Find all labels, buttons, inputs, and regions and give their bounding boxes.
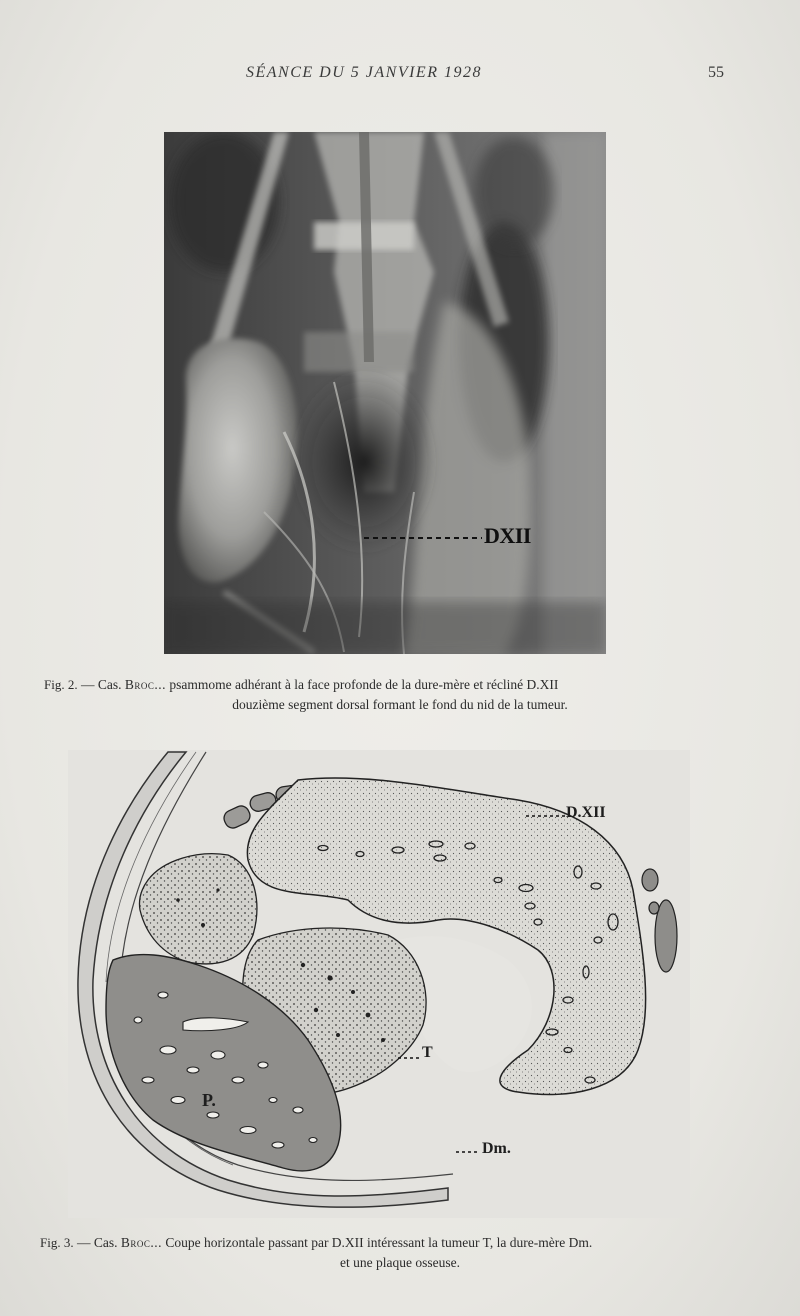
caption-patient-name: Broc... bbox=[120, 1235, 162, 1250]
figure-2-caption-line-2: douzième segment dorsal formant le fond du nid de la tumeur. bbox=[232, 697, 568, 712]
figure-3-label-dm: Dm. bbox=[482, 1140, 511, 1157]
figure-3-caption-line-1 bbox=[40, 1234, 760, 1252]
anatomical-photo-illustration bbox=[164, 132, 606, 654]
figure-2-number: Fig. 2. bbox=[44, 677, 78, 692]
figure-2-photograph bbox=[164, 132, 606, 654]
figure-2-label-dxii: DXII bbox=[484, 523, 531, 548]
running-title: SÉANCE DU 5 JANVIER 1928 bbox=[246, 64, 482, 81]
figure-3-label-t: T bbox=[422, 1044, 433, 1061]
figure-3-drawing bbox=[68, 750, 690, 1218]
figure-2-caption-line-1 bbox=[44, 676, 744, 694]
figure-3-number: Fig. 3. bbox=[40, 1235, 74, 1250]
caption-dash: — bbox=[76, 1235, 91, 1250]
figure-3-label-p: P. bbox=[202, 1090, 216, 1110]
running-head bbox=[0, 64, 800, 88]
caption-patient-name: Broc... bbox=[124, 677, 166, 692]
caption-cas: Cas. bbox=[93, 1235, 118, 1250]
page-number: 55 bbox=[708, 64, 724, 81]
figure-3-label-dxii: D.XII bbox=[566, 804, 606, 821]
caption-cas: Cas. bbox=[97, 677, 122, 692]
caption-text: Coupe horizontale passant par D.XII intéressant la tumeur T, la dure-mère Dm. bbox=[165, 1235, 593, 1250]
figure-3-caption-line-2: et une plaque osseuse. bbox=[340, 1255, 460, 1270]
caption-dash: — bbox=[80, 677, 95, 692]
caption-text: psammome adhérant à la face profonde de la dure-mère et récliné D.XII bbox=[169, 677, 559, 692]
